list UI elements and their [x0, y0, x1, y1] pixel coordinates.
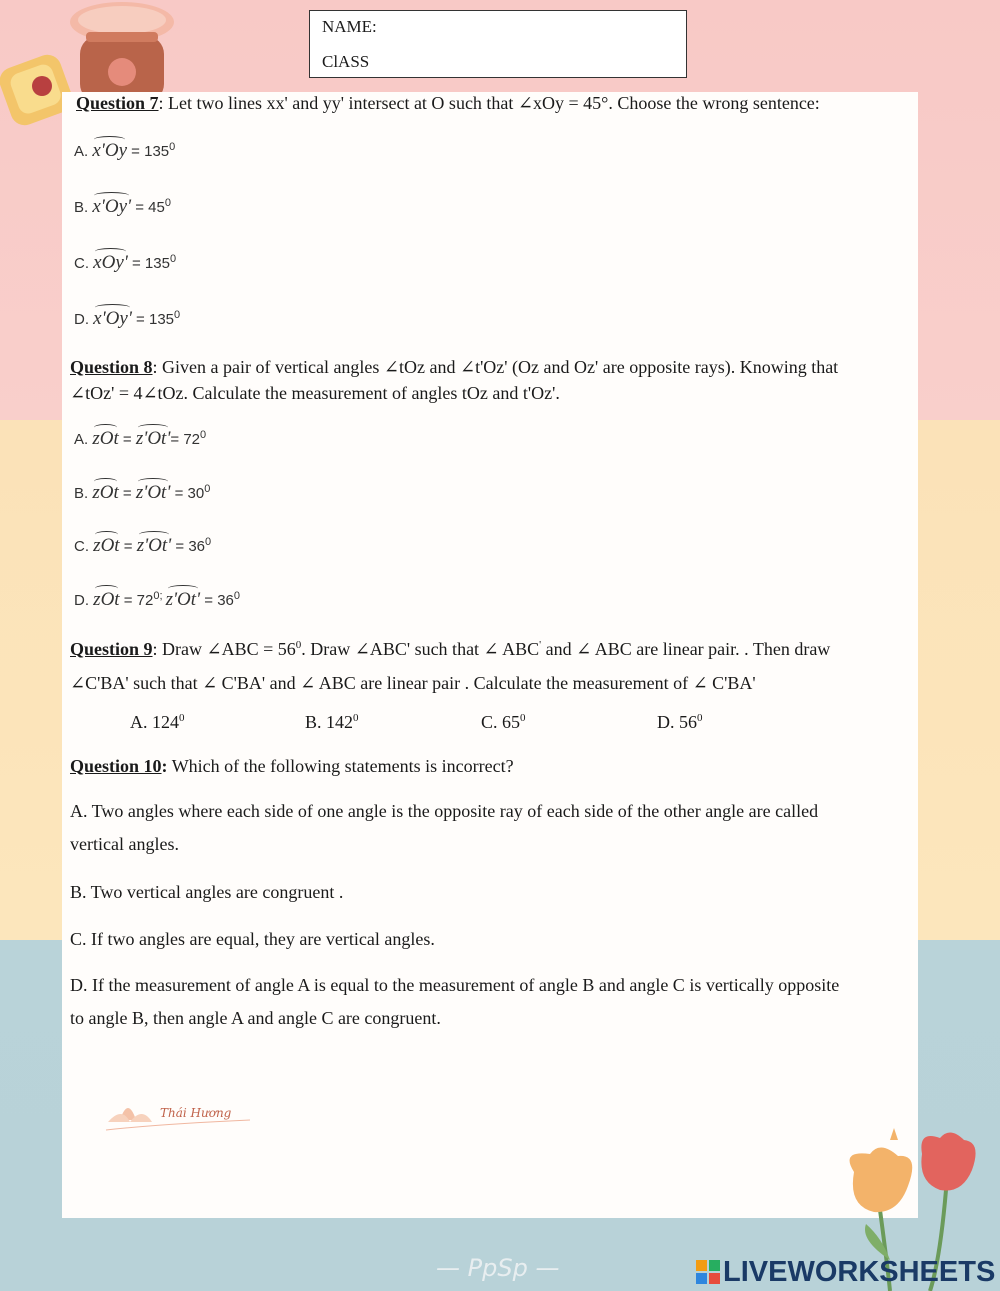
degree-sup: 0 — [169, 141, 176, 153]
degree-sup: 0 — [353, 712, 359, 724]
option-mid: = 72 — [119, 592, 154, 609]
q7-option-a — [74, 136, 175, 162]
question-9-text-b: . Draw ∠ABC' such that ∠ ABC — [301, 639, 540, 659]
liveworksheets-logo[interactable] — [696, 1256, 995, 1289]
question-8-line2: ∠tOz' = 4∠tOz. Calculate the measurement of angles tOz and t'Oz'. — [70, 383, 560, 403]
watermark-text: PpSp — [467, 1254, 528, 1282]
option-value: = 45 — [131, 199, 165, 216]
option-letter: C. — [74, 255, 89, 272]
option-letter: A. — [74, 143, 89, 160]
angle-symbol: x'Oy' — [93, 304, 132, 330]
brand-name: LIVEWORKSHEETS — [723, 1256, 996, 1288]
q8-option-a — [74, 424, 206, 450]
option-value: = 36 — [200, 592, 234, 609]
option-mid: = — [119, 538, 137, 555]
option-value: = 135 — [127, 143, 170, 160]
q9-answer-b — [305, 705, 359, 735]
class-label: ClASS — [322, 52, 370, 71]
statement-a-line1: A. Two angles where each side of one angle is the opposite ray of each side of the other angle are called — [70, 801, 819, 821]
question-7-text: : Let two lines xx' and yy' intersect at O such that ∠xOy = 45°. Choose the wrong sentence: — [158, 93, 820, 113]
degree-sup: 0 — [295, 639, 302, 651]
angle-symbol: z'Ot' — [136, 424, 171, 450]
degree-sup: 0 — [174, 309, 181, 321]
angle-symbol: zOt — [92, 478, 118, 504]
ppsp-watermark: — PpSp — — [436, 1254, 560, 1282]
option-letter: D. — [74, 592, 89, 609]
option-value: = 30 — [170, 485, 205, 502]
option-letter: C. — [74, 538, 89, 555]
option-value: = 36 — [171, 538, 205, 555]
question-9-text-a: : Draw ∠ABC = 56 — [152, 639, 296, 659]
question-9-line2: ∠C'BA' such that ∠ C'BA' and ∠ ABC are linear pair . Calculate the measurement of ∠ C'BA' — [70, 673, 756, 693]
option-letter: B. — [74, 485, 89, 502]
option-value: = 135 — [127, 255, 170, 272]
q10-statement-d — [70, 969, 920, 1035]
question-9-heading: Question 9 — [70, 639, 153, 659]
q8-option-c — [74, 531, 211, 557]
question-10-heading: Question 10 — [70, 756, 162, 776]
degree-sup: 0 — [200, 429, 207, 441]
question-8-heading: Question 8 — [70, 357, 153, 377]
q7-option-b — [74, 192, 171, 218]
degree-sup: 0 — [205, 536, 212, 548]
q9-answer-c — [481, 705, 526, 735]
q10-statement-b: B. Two vertical angles are congruent . — [70, 882, 344, 902]
option-mid: = — [118, 485, 136, 502]
question-7 — [76, 90, 820, 116]
answer-label: C. 65 — [481, 712, 521, 732]
q7-option-d — [74, 304, 180, 330]
liveworksheets-grid-icon — [696, 1260, 720, 1284]
angle-symbol: x'Oy' — [92, 192, 131, 218]
angle-symbol: zOt — [92, 424, 118, 450]
option-value: = 135 — [131, 311, 175, 328]
degree-sup: 0 — [697, 712, 703, 724]
q9-answer-d — [657, 705, 703, 735]
degree-sup: 0 — [169, 253, 177, 265]
name-label: NAME: — [322, 17, 377, 36]
prime-sup: ' — [539, 639, 542, 651]
degree-sup: 0 — [233, 590, 241, 602]
angle-symbol: zOt — [93, 585, 119, 611]
question-8-line1: : Given a pair of vertical angles ∠tOz and ∠t'Oz' (Oz and Oz' are opposite rays). Knowing that — [152, 357, 839, 377]
question-8 — [70, 354, 930, 406]
angle-symbol: xOy' — [93, 248, 128, 274]
q10-statement-c: C. If two angles are equal, they are vertical angles. — [70, 929, 435, 949]
angle-symbol: z'Ot' — [166, 585, 201, 611]
option-value: = 72 — [170, 431, 201, 448]
q7-option-c — [74, 248, 176, 274]
option-mid: = — [118, 431, 136, 448]
angle-symbol: x'Oy — [92, 136, 127, 162]
statement-a-line2: vertical angles. — [70, 834, 179, 854]
answer-label: A. 124 — [130, 712, 179, 732]
statement-d-line1: D. If the measurement of angle A is equal to the measurement of angle B and angle C is vertically opposite — [70, 975, 840, 995]
question-10-text: Which of the following statements is incorrect? — [167, 756, 514, 776]
question-7-heading: Question 7 — [76, 93, 159, 113]
question-10 — [70, 753, 514, 779]
q8-option-d — [74, 585, 240, 611]
degree-sup-tail: 0; — [153, 590, 166, 602]
option-letter: D. — [74, 311, 89, 328]
signature-text: Thái Hương — [160, 1106, 232, 1120]
q8-option-b — [74, 478, 210, 504]
option-letter: B. — [74, 199, 89, 216]
question-9-text-c: and ∠ ABC are linear pair. . Then draw — [541, 639, 831, 659]
question-10-colon: : — [161, 756, 168, 776]
q9-answer-a — [130, 705, 185, 735]
question-9 — [70, 632, 950, 662]
degree-sup: 0 — [204, 483, 211, 495]
angle-symbol: z'Ot' — [136, 478, 171, 504]
degree-sup: 0 — [520, 712, 526, 724]
answer-label: D. 56 — [657, 712, 697, 732]
q10-statement-a — [70, 795, 920, 861]
degree-sup: 0 — [179, 712, 185, 724]
name-class-box — [309, 10, 687, 78]
statement-d-line2: to angle B, then angle A and angle C are congruent. — [70, 1008, 441, 1028]
angle-symbol: zOt — [93, 531, 119, 557]
degree-sup: 0 — [164, 197, 171, 209]
angle-symbol: z'Ot' — [137, 531, 172, 557]
option-letter: A. — [74, 431, 89, 448]
answer-label: B. 142 — [305, 712, 354, 732]
